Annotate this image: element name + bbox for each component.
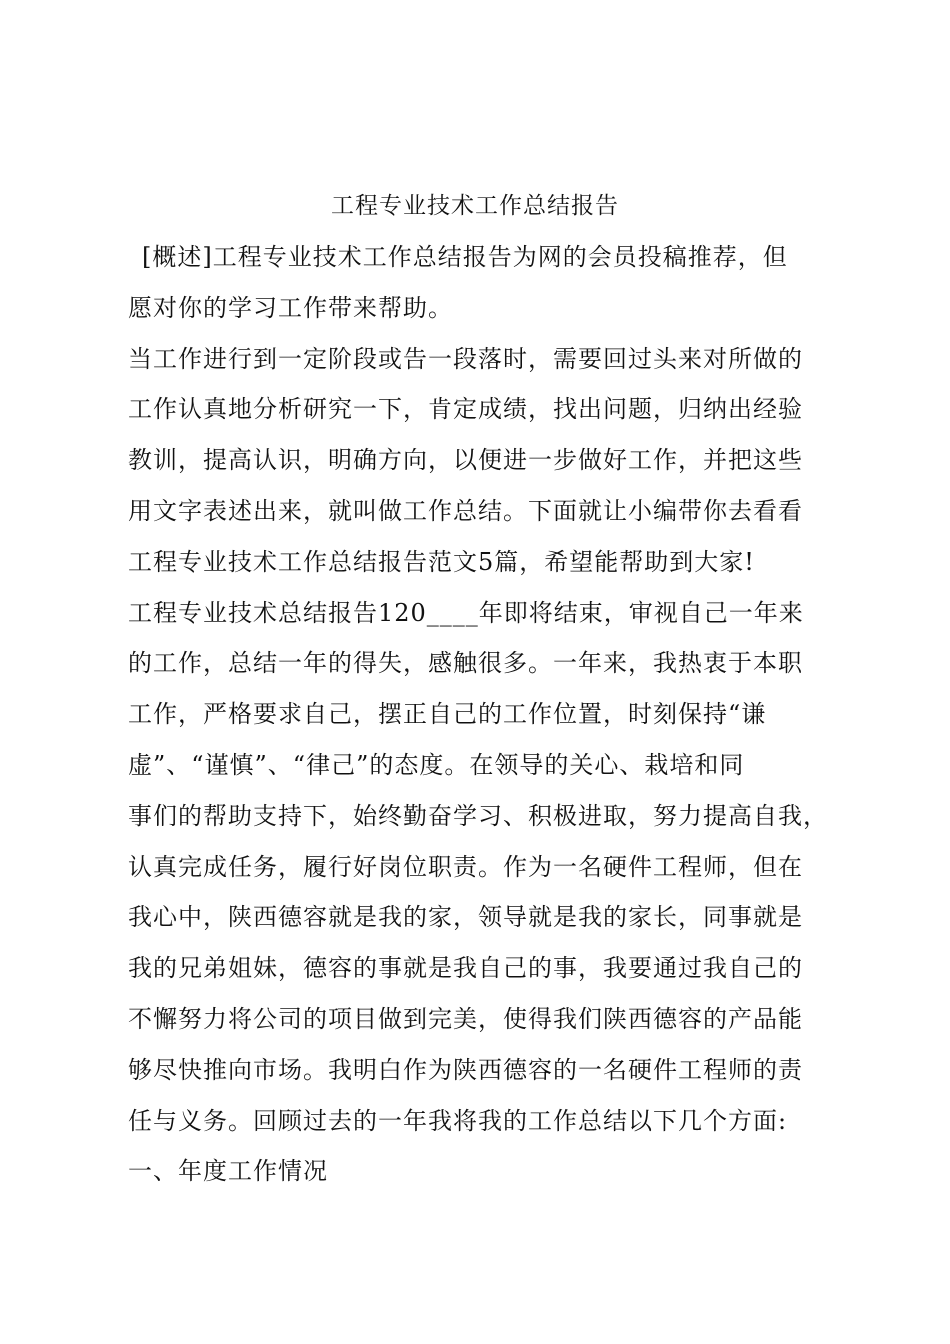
summary-line: 愿对你的学习工作带来帮助。: [128, 293, 453, 322]
paragraph-line: 用文字表述出来，就叫做工作总结。下面就让小编带你去看看: [128, 496, 803, 525]
paragraph-line: 我心中，陕西德容就是我的家，领导就是我的家长，同事就是: [128, 903, 803, 932]
paragraph-line: 当工作进行到一定阶段或告一段落时，需要回过头来对所做的: [128, 344, 803, 373]
paragraph-line: 我的兄弟姐妹，德容的事就是我自己的事，我要通过我自己的: [128, 954, 803, 983]
paragraph-line: 教训，提高认识，明确方向，以便进一步做好工作，并把这些: [128, 446, 803, 475]
paragraph-line: 工作，严格要求自己，摆正自己的工作位置，时刻保持“谦: [128, 700, 767, 729]
paragraph-line: 任与义务。回顾过去的一年我将我的工作总结以下几个方面:: [128, 1106, 788, 1135]
paragraph-line: 工程专业技术总结报告120____年即将结束，审视自己一年来: [128, 598, 804, 627]
paragraph-line: 的工作，总结一年的得失，感触很多。一年来，我热衷于本职: [128, 649, 803, 678]
document-title: 工程专业技术工作总结报告: [331, 193, 619, 219]
section-heading: 一、年度工作情况: [128, 1157, 328, 1186]
summary-line: [概述]工程专业技术工作总结报告为网的会员投稿推荐，但: [142, 243, 788, 271]
paragraph-line: 不懈努力将公司的项目做到完美，使得我们陕西德容的产品能: [128, 1004, 803, 1033]
paragraph-line: 工程专业技术工作总结报告范文5篇，希望能帮助到大家!: [128, 547, 755, 576]
paragraph-line: 事们的帮助支持下，始终勤奋学习、积极进取，努力提高自我，: [128, 801, 828, 830]
paragraph-line: 虚”、“谨慎”、“律己”的态度。在领导的关心、栽培和同: [128, 750, 745, 779]
paragraph-line: 工作认真地分析研究一下，肯定成绩，找出问题，归纳出经验: [128, 395, 803, 424]
paragraph-line: 认真完成任务，履行好岗位职责。作为一名硬件工程师，但在: [128, 852, 803, 881]
paragraph-line: 够尽快推向市场。我明白作为陕西德容的一名硬件工程师的责: [128, 1055, 803, 1084]
document-body: [128, 232, 848, 1197]
